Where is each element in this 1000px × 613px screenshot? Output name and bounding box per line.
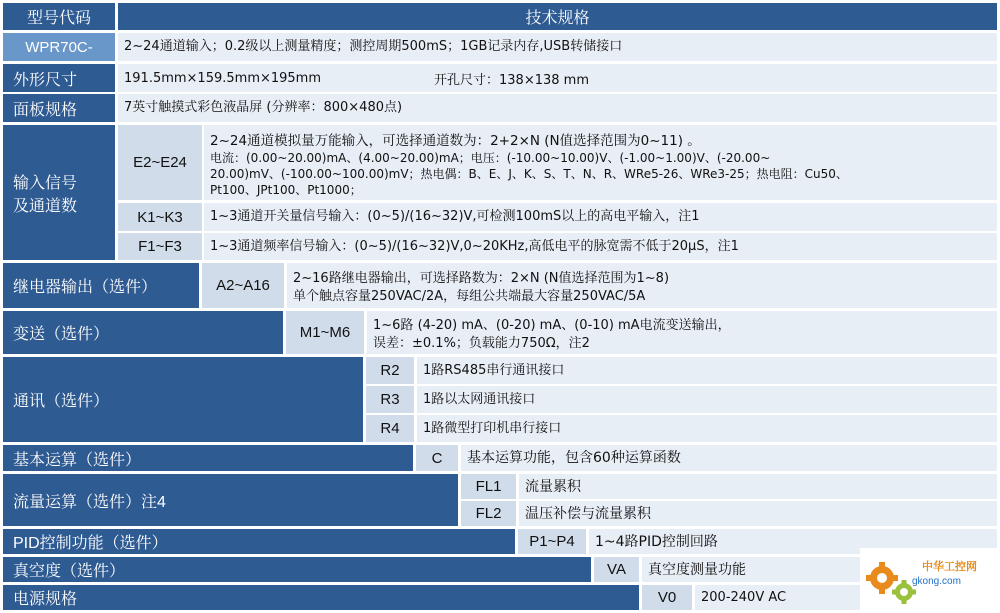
model-spec-text: 2~24通道输入；0.2级以上测量精度；测控周期500mS；1GB记录内存,USB转储接口 (124, 39, 623, 54)
basic-spec (461, 445, 997, 471)
relay-label-text: 继电器输出（选件） (13, 279, 158, 296)
power-code-text: V0 (657, 589, 677, 606)
flow-spec-fl1-text: 流量累积 (525, 478, 581, 495)
input-label-line2: 及通道数 (13, 197, 78, 215)
comm-code-r3 (366, 386, 414, 413)
comm-spec-r4 (417, 415, 997, 442)
input-spec-e-line2: 电流：(0.00~20.00)mA、(4.00~20.00)mA；电压：(-10.00~10.00)V、(-1.00~1.00)V、(-20.00~ (210, 150, 771, 165)
size-cutout: 开孔尺寸：138×138 mm (434, 72, 589, 88)
relay-spec-line2: 单个触点容量250VAC/2A，每组公共端最大容量250VAC/5A (293, 288, 646, 304)
panel-label-text: 面板规格 (13, 101, 78, 119)
input-code-f-text: F1~F3 (138, 238, 182, 255)
input-code-f (118, 233, 202, 260)
pid-label (3, 529, 515, 554)
flow-spec-fl2-text: 温压补偿与流量累积 (525, 505, 651, 522)
basic-code-text: C (431, 449, 443, 467)
vacuum-spec-text: 真空度测量功能 (648, 561, 746, 578)
transmit-label (3, 311, 283, 354)
model-spec (118, 33, 997, 61)
flow-code-fl2 (461, 501, 516, 526)
header-model-code-text: 型号代码 (26, 10, 91, 27)
comm-code-r2-text: R2 (380, 362, 400, 379)
model-label-text: WPR70C- (25, 38, 93, 56)
model-label (3, 33, 115, 61)
comm-label-text: 通讯（选件） (13, 393, 110, 410)
header-model-code (3, 3, 115, 30)
power-label (3, 585, 639, 610)
input-spec-f (204, 233, 997, 260)
comm-code-r4 (366, 415, 414, 442)
basic-label (3, 445, 413, 471)
pid-code-text: P1~P4 (529, 533, 575, 550)
panel-label (3, 94, 115, 122)
input-spec-k-text: 1~3通道开关量信号输入：(0~5)/(16~32)V,可检测100mS以上的高电平输入，注1 (210, 209, 700, 224)
size-dimensions: 191.5mm×159.5mm×195mm (124, 70, 322, 86)
comm-code-r4-text: R4 (380, 420, 400, 437)
comm-code-r2 (366, 357, 414, 384)
input-label-line1: 输入信号 (13, 174, 78, 192)
size-label-text: 外形尺寸 (13, 71, 78, 89)
basic-label-text: 基本运算（选件） (13, 451, 142, 469)
relay-label (3, 263, 199, 308)
relay-code-text: A2~A16 (216, 277, 270, 294)
comm-spec-r2 (417, 357, 997, 384)
watermark-url: gkong.com (912, 576, 961, 587)
watermark-brand: 中华工控网 (922, 561, 977, 573)
input-spec-e-line1: 2~24通道模拟量万能输入，可选择通道数为：2+2×N (N值选择范围为0~11) 。 (210, 132, 701, 149)
comm-spec-r4-text: 1路微型打印机串行接口 (423, 420, 562, 436)
input-spec-e (204, 125, 997, 200)
pid-label-text: PID控制功能（选件） (13, 535, 168, 552)
header-tech-spec (118, 3, 997, 30)
pid-spec-text: 1~4路PID控制回路 (595, 533, 718, 550)
transmit-code (286, 311, 364, 354)
relay-spec-line1: 2~16路继电器输出，可选择路数为：2×N (N值选择范围为1~8) (293, 270, 670, 286)
comm-spec-r2-text: 1路RS485串行通讯接口 (423, 362, 565, 378)
vacuum-code-text: VA (607, 561, 626, 578)
power-label-text: 电源规格 (13, 591, 78, 608)
panel-spec (118, 94, 997, 122)
input-spec-e-line3: 20.00)mV、(-100.00~100.00)mV；热电偶：B、E、J、K、S、T、N、R、WRe5-26、WRe3-25；热电阻：Cu50、 (210, 166, 848, 181)
transmit-spec-line1: 1~6路 (4-20) mA、(0-20) mA、(0-10) mA电流变送输出， (373, 317, 731, 333)
comm-label (3, 357, 363, 442)
vacuum-label (3, 557, 591, 582)
input-label (3, 125, 115, 260)
relay-spec (287, 263, 997, 308)
flow-code-fl1 (461, 474, 516, 499)
vacuum-spec (642, 557, 866, 582)
flow-label-text: 流量运算（选件）注4 (13, 493, 166, 511)
transmit-spec-line2: 误差：±0.1%；负载能力750Ω，注2 (373, 335, 590, 351)
flow-code-fl2-text: FL2 (475, 505, 502, 522)
flow-spec-fl2 (519, 501, 997, 526)
power-spec-text: 200-240V AC (701, 589, 787, 605)
power-spec (695, 585, 866, 610)
transmit-spec (367, 311, 997, 354)
input-code-k-text: K1~K3 (137, 208, 183, 226)
size-spec (118, 64, 997, 92)
vacuum-label-text: 真空度（选件） (13, 563, 126, 580)
basic-code (416, 445, 458, 471)
input-code-e-text: E2~E24 (133, 154, 187, 171)
input-spec-e-line4: Pt100、JPt100、Pt1000； (210, 182, 362, 197)
transmit-code-text: M1~M6 (299, 324, 351, 341)
size-label (3, 64, 115, 92)
pid-code (518, 529, 586, 554)
flow-label (3, 474, 458, 526)
comm-spec-r3 (417, 386, 997, 413)
basic-spec-text: 基本运算功能，包含60种运算函数 (467, 450, 681, 466)
input-code-k (118, 203, 202, 231)
header-tech-spec-text: 技术规格 (525, 10, 590, 27)
relay-code (202, 263, 284, 308)
transmit-label-text: 变送（选件） (13, 326, 110, 343)
panel-spec-text: 7英寸触摸式彩色液晶屏 (分辨率：800×480点) (124, 100, 403, 115)
input-code-e (118, 125, 202, 200)
comm-code-r3-text: R3 (380, 391, 400, 408)
power-code (642, 585, 692, 610)
vacuum-code (594, 557, 639, 582)
input-spec-k (204, 203, 997, 231)
flow-code-fl1-text: FL1 (475, 478, 502, 495)
input-spec-f-text: 1~3通道频率信号输入：(0~5)/(16~32)V,0~20KHz,高低电平的脉宽需不低于20μS，注1 (210, 238, 739, 254)
comm-spec-r3-text: 1路以太网通讯接口 (423, 391, 536, 407)
flow-spec-fl1 (519, 474, 997, 499)
